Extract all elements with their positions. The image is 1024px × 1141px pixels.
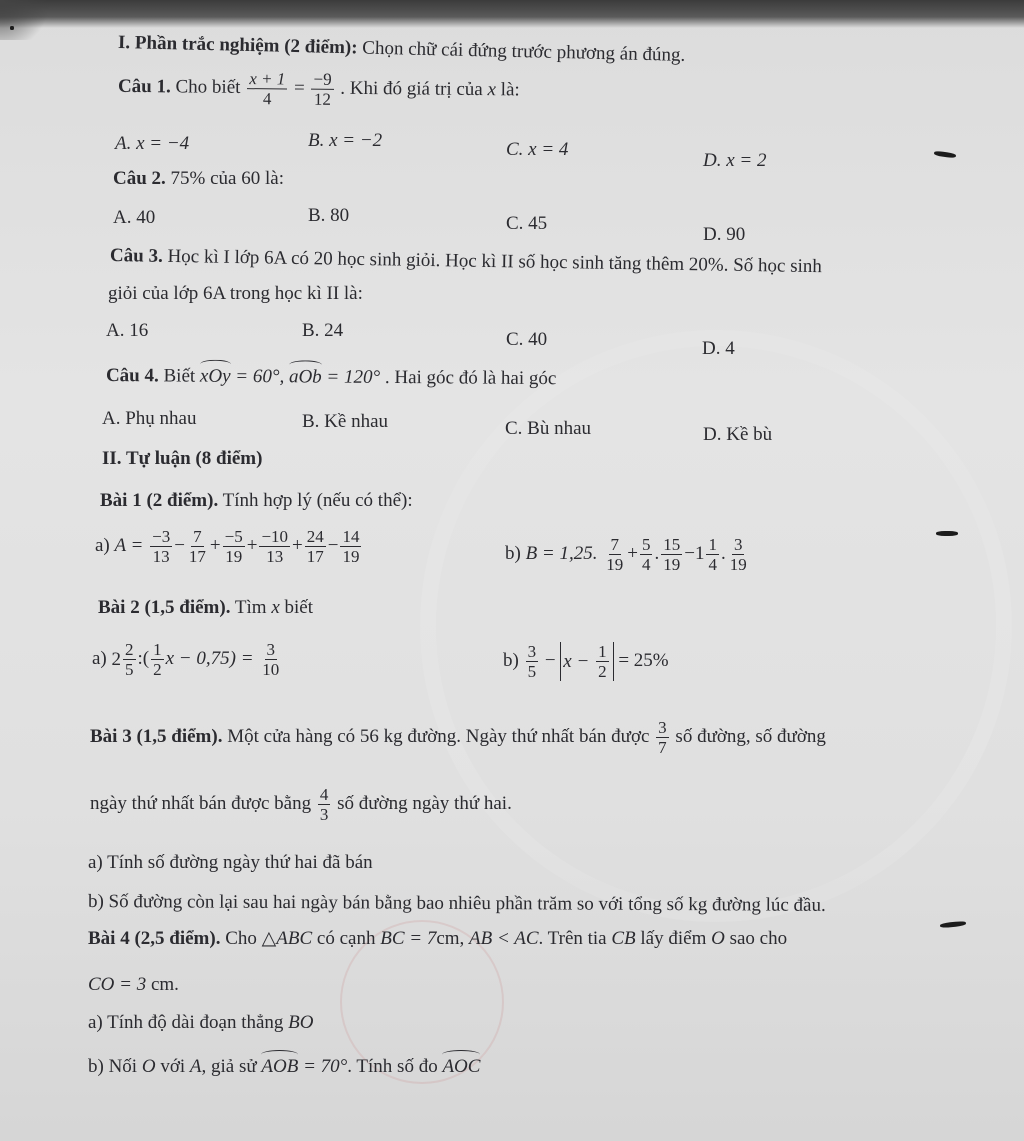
bai3-f2-den: 3 bbox=[319, 805, 329, 824]
bai1-b-label: b) bbox=[505, 542, 521, 564]
q4-val-2: = 120° bbox=[326, 366, 381, 388]
q1-eq: = bbox=[293, 77, 305, 99]
bai2-b-rhs: = 25% bbox=[618, 649, 669, 671]
bai2-part-a bbox=[92, 640, 283, 679]
bai4-unit-1: cm, bbox=[436, 928, 465, 949]
bai1-a-fraction bbox=[223, 527, 245, 566]
bai4-b-text-3: , giả sử bbox=[201, 1056, 257, 1077]
bai4-val-1: = 70° bbox=[303, 1056, 348, 1077]
bai1-a-numerator: −10 bbox=[261, 527, 289, 546]
q3-line-1 bbox=[110, 245, 822, 278]
bai1-a-numerator: 24 bbox=[306, 527, 324, 546]
bai1-a-denominator: 13 bbox=[266, 547, 284, 566]
bai1-heading bbox=[100, 490, 413, 512]
bai4-b-text-4: . Tính số đo bbox=[347, 1056, 438, 1077]
pen-mark bbox=[934, 150, 956, 158]
q3-option-a: A. 16 bbox=[106, 320, 149, 341]
bai1-a-fraction bbox=[150, 527, 172, 566]
bai1-a-sign: + bbox=[292, 534, 303, 556]
part2-heading: II. Tự luận (8 điểm) bbox=[102, 448, 263, 469]
bai1-b-plus: + bbox=[627, 542, 638, 564]
bai3-fraction-1 bbox=[656, 718, 669, 757]
bai1-b-fraction bbox=[661, 535, 682, 574]
part1-heading: I. Phần trắc nghiệm (2 điểm): bbox=[117, 32, 358, 59]
q2-option-a: A. 40 bbox=[113, 207, 156, 228]
bai1-a-fraction bbox=[187, 527, 208, 566]
bai4-o: O bbox=[711, 928, 725, 949]
q1-option-d: D. x = 2 bbox=[703, 150, 767, 171]
q2-text: 75% của 60 là: bbox=[170, 168, 284, 189]
bai4-bc: BC = 7 bbox=[380, 928, 437, 949]
bai2-a-num: 2 bbox=[125, 640, 134, 659]
bai4-angle-aoc: AOC bbox=[442, 1056, 481, 1077]
q4-angle-aob: aOb bbox=[288, 366, 322, 388]
bai3-f1-num: 3 bbox=[658, 718, 667, 737]
bai4-text-2: có cạnh bbox=[316, 928, 376, 949]
q4-angle-xoy: xOy bbox=[199, 365, 231, 387]
bai3-text-2-end: số đường ngày thứ hai. bbox=[337, 792, 512, 814]
bai1-a-numerator: −5 bbox=[224, 527, 243, 546]
q3-line-2: giỏi của lớp 6A trong học kì II là: bbox=[108, 283, 363, 304]
bai1-a-denominator: 19 bbox=[225, 547, 243, 566]
bai4-part-b bbox=[88, 1056, 480, 1078]
bai3-part-a: a) Tính số đường ngày thứ hai đã bán bbox=[88, 852, 373, 873]
bai2-label: Bài 2 (1,5 điểm). bbox=[98, 597, 231, 618]
bai4-b-text-2: với bbox=[160, 1056, 186, 1077]
bai1-b-fraction bbox=[728, 535, 749, 574]
bai1-b-fraction bbox=[604, 535, 625, 574]
bai4-ab: AB < AC bbox=[469, 928, 539, 949]
bai1-part-a bbox=[95, 527, 363, 566]
bai4-text-1: Cho bbox=[225, 928, 257, 949]
bai1-a-label: a) bbox=[95, 534, 110, 556]
q3-option-c: C. 40 bbox=[506, 329, 548, 350]
bai2-a-rest: x − 0,75) = bbox=[165, 647, 254, 669]
bai2-a-half bbox=[151, 640, 164, 679]
bai2-a-fraction bbox=[123, 640, 136, 679]
bai1-a-numerator: 7 bbox=[193, 527, 202, 546]
bai1-b-fraction bbox=[640, 535, 653, 574]
bai1-a-sign: + bbox=[209, 534, 221, 556]
bai2-heading bbox=[98, 597, 313, 619]
bai1-b-fraction bbox=[706, 535, 719, 574]
q4-text-before: Biết bbox=[163, 365, 196, 387]
q1-question bbox=[118, 68, 520, 111]
q1-text-end: là: bbox=[500, 79, 520, 101]
q2-question bbox=[113, 168, 284, 190]
bai3-line-1 bbox=[90, 718, 826, 757]
bai3-f2-num: 4 bbox=[319, 785, 329, 804]
q2-option-d: D. 90 bbox=[703, 224, 746, 245]
bai4-text-4: lấy điểm bbox=[640, 928, 707, 949]
bai4-co: CO = 3 bbox=[88, 974, 147, 995]
q1-frac1-num: x + 1 bbox=[247, 69, 287, 89]
bai4-angle-aob: AOB bbox=[261, 1056, 299, 1077]
bai2-b-abs-x: x − bbox=[563, 650, 590, 672]
bai2-b-abs-fraction bbox=[596, 642, 609, 681]
bai4-text-5: sao cho bbox=[729, 928, 788, 949]
bai3-fraction-2 bbox=[318, 785, 331, 824]
bai4-label: Bài 4 (2,5 điểm). bbox=[88, 928, 221, 949]
bai1-a-denominator: 17 bbox=[306, 547, 324, 566]
q3-text-1: Học kì I lớp 6A có 20 học sinh giỏi. Học kì II số học sinh tăng thêm 20%. Số học sinh bbox=[167, 245, 823, 278]
bai2-b-abs-num: 1 bbox=[598, 642, 607, 661]
bai1-b-f2-num: 5 bbox=[641, 535, 651, 554]
bai2-a-label: a) bbox=[92, 647, 107, 669]
bai1-b-f4-num: 1 bbox=[708, 535, 717, 554]
bai2-a-result bbox=[260, 640, 281, 679]
q2-label: Câu 2. bbox=[113, 168, 166, 189]
q3-option-d: D. 4 bbox=[702, 338, 735, 359]
pen-mark bbox=[10, 26, 14, 30]
q1-text-before: Cho biết bbox=[175, 76, 241, 98]
bai1-b-f5-num: 3 bbox=[733, 535, 743, 554]
bai4-triangle: △ABC bbox=[261, 928, 313, 949]
bai2-text: Tìm bbox=[234, 597, 267, 618]
q4-val-1: = 60°, bbox=[235, 365, 285, 388]
bai2-a-colon: :( bbox=[137, 647, 150, 669]
bai4-b-o: O bbox=[141, 1056, 156, 1077]
q1-frac2-num: −9 bbox=[311, 70, 333, 90]
bai1-b-lhs: B = 1,25. bbox=[525, 542, 598, 564]
bai4-cb: CB bbox=[611, 928, 636, 949]
bai4-text-3: . Trên tia bbox=[538, 928, 607, 949]
pen-mark bbox=[940, 921, 966, 929]
bai1-b-f3-num: 15 bbox=[663, 535, 681, 554]
bai1-label: Bài 1 (2 điểm). bbox=[100, 490, 219, 511]
bai1-b-minus: −1 bbox=[684, 542, 705, 564]
bai1-b-f1-den: 19 bbox=[606, 555, 624, 574]
q4-text-after: . Hai góc đó là hai góc bbox=[384, 366, 557, 390]
part1-instruction: Chọn chữ cái đứng trước phương án đúng. bbox=[362, 37, 686, 66]
q1-fraction-2 bbox=[311, 70, 333, 109]
bai2-a-mixed-number bbox=[112, 640, 138, 679]
q1-text-after: . Khi đó giá trị của bbox=[340, 77, 483, 101]
bai4-a-text: a) Tính độ dài đoạn thẳng bbox=[88, 1012, 284, 1033]
corner-shadow bbox=[0, 0, 60, 40]
bai2-a-rnum: 3 bbox=[266, 640, 276, 659]
q3-option-b: B. 24 bbox=[302, 320, 344, 341]
bai2-b-den: 5 bbox=[527, 662, 537, 681]
q4-option-d: D. Kề bù bbox=[703, 424, 773, 445]
bai1-b-f3-den: 19 bbox=[663, 555, 681, 574]
bai1-b-f4-den: 4 bbox=[708, 555, 717, 574]
q1-frac2-den: 12 bbox=[313, 89, 332, 109]
bai1-a-fraction bbox=[340, 527, 361, 566]
bai1-a-fraction bbox=[305, 527, 326, 566]
bai1-b-f1-num: 7 bbox=[610, 535, 620, 554]
bai1-a-lhs: A = bbox=[114, 534, 144, 556]
bai1-b-dot2: . bbox=[720, 542, 726, 564]
bai4-unit-2: cm. bbox=[150, 974, 179, 995]
bai4-line-2 bbox=[88, 974, 179, 996]
bai2-a-rden: 10 bbox=[262, 660, 280, 679]
bai3-text-1-end: số đường, số đường bbox=[675, 725, 826, 747]
bai1-a-denominator: 13 bbox=[152, 547, 170, 566]
q1-option-b: B. x = −2 bbox=[308, 130, 383, 151]
q1-var: x bbox=[487, 79, 497, 101]
bai3-text-2: ngày thứ nhất bán được bằng bbox=[90, 792, 312, 814]
q4-question bbox=[106, 365, 557, 390]
bai4-b-a: A bbox=[189, 1056, 202, 1077]
bai2-a-whole: 2 bbox=[111, 648, 122, 670]
q4-option-a: A. Phụ nhau bbox=[102, 408, 197, 429]
q1-option-a: A. x = −4 bbox=[115, 133, 190, 154]
q1-frac1-den: 4 bbox=[262, 89, 272, 109]
bai4-line-1 bbox=[88, 928, 787, 950]
bai1-text: Tính hợp lý (nếu có thể): bbox=[222, 490, 413, 511]
q3-label: Câu 3. bbox=[109, 245, 163, 267]
bai2-b-label: b) bbox=[503, 649, 519, 671]
q2-option-b: B. 80 bbox=[308, 205, 350, 226]
part1-line bbox=[118, 32, 686, 67]
bai1-a-denominator: 17 bbox=[188, 547, 206, 566]
bai1-part-b bbox=[505, 535, 751, 574]
bai4-b-text-1: b) Nối bbox=[88, 1056, 138, 1077]
bai4-a-bo: BO bbox=[288, 1012, 314, 1033]
bai1-b-dot: . bbox=[654, 542, 660, 564]
bai3-text-1: Một cửa hàng có 56 kg đường. Ngày thứ nhất bán được bbox=[227, 725, 650, 747]
bai1-a-numerator: 14 bbox=[342, 527, 360, 546]
bai2-b-fraction bbox=[526, 642, 539, 681]
bai1-a-sign: + bbox=[246, 534, 258, 556]
q4-option-b: B. Kề nhau bbox=[302, 411, 389, 432]
bai2-a-den: 5 bbox=[125, 660, 134, 679]
bai1-a-denominator: 19 bbox=[342, 547, 360, 566]
bai1-a-sign: − bbox=[174, 534, 185, 556]
bai3-part-b: b) Số đường còn lại sau hai ngày bán bằng bao nhiêu phần trăm so với tổng số kg đường lúc đầu. bbox=[87, 891, 826, 916]
bai2-part-b bbox=[503, 642, 669, 681]
q1-label: Câu 1. bbox=[117, 75, 171, 98]
bai1-a-sign: − bbox=[327, 534, 339, 556]
q4-label: Câu 4. bbox=[105, 365, 159, 387]
bai1-a-numerator: −3 bbox=[152, 527, 171, 546]
bai3-line-2 bbox=[90, 785, 512, 824]
bai2-b-absolute-value bbox=[560, 642, 613, 681]
bai2-text-end: biết bbox=[284, 597, 313, 618]
pen-mark bbox=[936, 531, 958, 536]
bai3-label: Bài 3 (1,5 điểm). bbox=[90, 725, 223, 747]
bai1-b-f2-den: 4 bbox=[641, 555, 651, 574]
bai2-b-abs-den: 2 bbox=[598, 662, 607, 681]
bai2-a-hden: 2 bbox=[153, 660, 162, 679]
bai1-b-f5-den: 19 bbox=[729, 555, 747, 574]
bai1-a-expression bbox=[148, 527, 363, 566]
bai3-f1-den: 7 bbox=[658, 738, 667, 757]
q1-option-c: C. x = 4 bbox=[506, 139, 569, 160]
top-shadow bbox=[0, 0, 1024, 28]
bai1-a-fraction bbox=[259, 527, 290, 566]
q2-option-c: C. 45 bbox=[506, 213, 548, 234]
bai2-b-num: 3 bbox=[527, 642, 537, 661]
bai2-b-minus: − bbox=[544, 649, 556, 671]
bai2-a-hnum: 1 bbox=[153, 640, 162, 659]
q1-fraction-1 bbox=[247, 69, 287, 108]
bai2-var: x bbox=[271, 597, 280, 618]
bai4-part-a bbox=[88, 1012, 314, 1034]
q4-option-c: C. Bù nhau bbox=[505, 418, 592, 439]
